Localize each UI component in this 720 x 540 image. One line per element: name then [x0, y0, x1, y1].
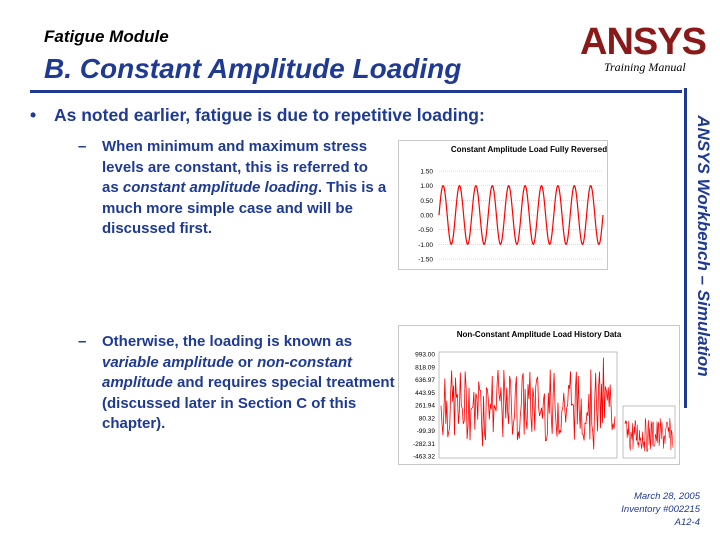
- emphasis-text: variable amplitude: [102, 353, 234, 371]
- module-label: Fatigue Module: [44, 27, 169, 46]
- text-part: When minimum and maximum stress levels are constant, this is referred to as: [102, 138, 368, 196]
- slide-footer: [560, 490, 700, 529]
- y-tick-label: 636.97: [415, 377, 435, 384]
- footer-page: A12-4: [674, 517, 700, 528]
- constant-load-series: [439, 186, 603, 245]
- y-tick-label: 0.50: [420, 197, 433, 205]
- sub-bullet-variable-text: [102, 332, 398, 435]
- main-bullet: [30, 105, 485, 126]
- sub-bullet-constant-text: [102, 137, 388, 240]
- variable-amplitude-chart: [398, 325, 680, 465]
- vertical-product-label: ANSYS Workbench – Simulation: [694, 115, 713, 377]
- text-part: Otherwise, the loading is known as: [102, 333, 353, 350]
- chart-title: Constant Amplitude Load Fully Reversed: [450, 145, 608, 154]
- logo-text: ANSYS: [580, 21, 706, 63]
- chart-title: Non-Constant Amplitude Load History Data: [456, 330, 622, 339]
- training-manual-label: Training Manual: [604, 60, 686, 74]
- dash-marker: –: [78, 333, 87, 350]
- constant-amplitude-chart: [398, 140, 608, 270]
- y-tick-label: 261.94: [415, 402, 435, 410]
- sub-bullet-variable: [78, 332, 398, 435]
- slide-title: B. Constant Amplitude Loading: [44, 53, 462, 84]
- text-part: . This is a much more simple case and will be discussed first.: [102, 179, 387, 237]
- title-divider: [30, 90, 682, 93]
- y-tick-label: -1.50: [418, 256, 433, 264]
- sub-bullet-constant: [78, 137, 388, 240]
- emphasis-text: non-constant amplitude: [102, 353, 353, 391]
- y-tick-label: 80.32: [418, 415, 435, 423]
- bullet-marker: •: [30, 105, 37, 125]
- y-tick-label: 818.09: [415, 364, 435, 372]
- y-tick-label: 993.00: [415, 351, 435, 359]
- dash-marker: –: [78, 138, 87, 155]
- y-tick-label: -282.31: [412, 440, 435, 448]
- y-tick-label: -99.39: [416, 428, 435, 435]
- y-tick-label: 443.95: [415, 389, 435, 397]
- footer-date: March 28, 2005: [633, 491, 700, 502]
- text-part: and requires special treatment (discussed later in Section C of this chapter).: [102, 374, 395, 432]
- y-tick-label: -463.32: [412, 453, 435, 461]
- emphasis-text: constant amplitude loading: [122, 179, 318, 196]
- text-part: or: [233, 353, 258, 371]
- y-tick-label: 1.00: [420, 183, 433, 191]
- y-tick-label: -0.50: [418, 227, 433, 235]
- y-tick-label: -1.00: [418, 241, 433, 249]
- y-tick-label: 1.50: [420, 168, 433, 176]
- main-bullet-text: As noted earlier, fatigue is due to repetitive loading:: [54, 105, 485, 125]
- y-tick-label: 0.00: [420, 212, 433, 220]
- footer-inventory: Inventory #002215: [621, 504, 700, 515]
- ansys-logo: [578, 18, 710, 64]
